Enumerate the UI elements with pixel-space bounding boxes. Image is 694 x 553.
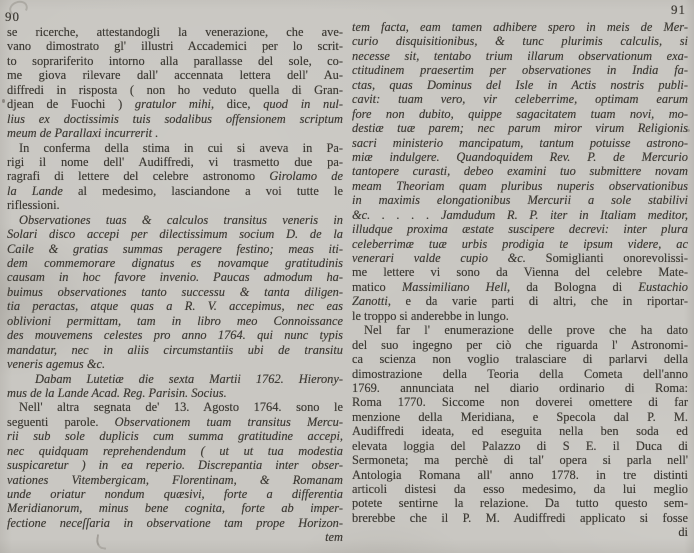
text-line bbox=[352, 338, 688, 352]
text-line bbox=[352, 453, 688, 467]
text-line bbox=[7, 372, 343, 386]
italic-text-segment: gratulor mihi bbox=[134, 97, 211, 112]
text-segment: Sermoneta; ma perchè di tal' opera si parla nell' bbox=[352, 453, 688, 468]
text-segment: potete sentirne la relazione. Da tutto questo sem- bbox=[352, 496, 688, 511]
text-line bbox=[352, 179, 688, 193]
text-line bbox=[352, 150, 688, 164]
italic-text-segment: necesse sit, tentabo trium illarum observationum exa- bbox=[352, 48, 688, 63]
italic-text-segment: unde oriatur nondum quæsivi, forte a differentia bbox=[7, 487, 343, 501]
text-line bbox=[7, 141, 343, 155]
italic-text-segment: meam Theoriam quam pluribus nuperis observationibus bbox=[352, 178, 688, 193]
text-segment: menzione della Meridiana, e Specola dal P. M. bbox=[352, 409, 688, 424]
italic-text-segment: quod in nul- bbox=[263, 97, 343, 112]
text-segment: ragrafi di lettere del celebre astronomo bbox=[7, 169, 270, 184]
italic-text-segment: tem facta, eam tamen adhibere spero in meis de Mer- bbox=[352, 20, 688, 34]
italic-text-segment: dem commemorare dignatus es novamque gratitudinis bbox=[7, 256, 343, 270]
text-line bbox=[352, 367, 688, 381]
text-segment: Audiffredi ideata, ed eseguita nella ben soda ed bbox=[352, 424, 688, 439]
text-segment: In conferma della stima in cui si aveva in Pa- bbox=[19, 140, 343, 155]
text-line bbox=[7, 444, 343, 458]
text-line bbox=[7, 213, 343, 227]
text-segment: ca scienza non voglio tralasciare di parlarvi della bbox=[352, 352, 688, 367]
text-line bbox=[7, 83, 343, 97]
text-line bbox=[352, 496, 688, 510]
italic-text-segment: tem bbox=[325, 530, 343, 545]
text-line bbox=[7, 242, 343, 256]
page-91-text-column bbox=[352, 20, 688, 540]
text-line bbox=[7, 314, 343, 328]
italic-text-segment: Eustachio bbox=[638, 279, 688, 294]
text-line bbox=[352, 237, 688, 251]
text-line bbox=[7, 155, 343, 169]
text-line bbox=[7, 458, 343, 472]
italic-text-segment: ctas, quas Dominus del Isle in Actis nostris publi- bbox=[352, 77, 688, 92]
text-line bbox=[7, 328, 343, 342]
text-line bbox=[352, 107, 688, 121]
text-line bbox=[7, 415, 343, 429]
italic-text-segment: in maximis elongationibus Mercurii a sole stabilivi bbox=[352, 193, 688, 208]
text-segment: to soprariferito intorno alla parallasse del sole, co- bbox=[7, 53, 343, 68]
text-line bbox=[352, 439, 688, 453]
text-line bbox=[352, 208, 688, 222]
text-line bbox=[7, 299, 343, 313]
page-number-90: 90 bbox=[5, 9, 20, 24]
text-line bbox=[7, 270, 343, 284]
text-segment: Nell' altra segnata de' 13. Agosto 1764. sono le bbox=[19, 400, 343, 415]
text-segment: al medesimo, lasciandone a voi tutte le bbox=[62, 183, 343, 198]
italic-text-segment: miæ indulgere. Quandoquidem Rev. P. de Mercurio bbox=[352, 149, 688, 164]
italic-text-segment: Solari disco accepi per dilectissimum socium D. de la bbox=[7, 227, 343, 242]
page-number-91: 91 bbox=[671, 2, 686, 17]
text-line bbox=[352, 92, 688, 106]
italic-text-segment: rii sub sole duplicis cum summa gratitudine accepi, bbox=[7, 429, 343, 444]
italic-text-segment: fectione neceſſaria in observatione tam prope Horizon- bbox=[7, 515, 343, 530]
text-line bbox=[352, 222, 688, 236]
text-line bbox=[352, 323, 688, 337]
italic-text-segment: cavit: tuam vero, vir celeberrime, optimam earum bbox=[352, 92, 688, 107]
italic-text-segment: ctitudinem praesertim per observationes in India fa- bbox=[352, 63, 688, 78]
catchword bbox=[7, 530, 343, 544]
text-line bbox=[352, 309, 688, 323]
text-line bbox=[7, 487, 343, 501]
italic-text-segment: tantopere curasti, debeo examini tuo submittere novam bbox=[352, 164, 688, 179]
text-segment: Somiglianti onorevolissi- bbox=[525, 251, 688, 265]
text-line bbox=[352, 251, 688, 265]
text-segment: articoli distesi da esso medesimo, da lui meglio bbox=[352, 482, 688, 496]
italic-text-segment: des mouvemens celestes pro anno 1764. qui nunc typis bbox=[7, 328, 343, 343]
italic-text-segment: venerari valde cupio &c. bbox=[352, 251, 526, 265]
text-line bbox=[352, 410, 688, 424]
text-line bbox=[7, 54, 343, 68]
text-segment: del suo ingegno per ciò che riguarda l' Astronomi- bbox=[352, 337, 688, 352]
italic-text-segment: causam in hoc favore invenio. Paucas admodum ha- bbox=[7, 270, 343, 285]
italic-text-segment: vationes Vitembergicam, Florentinam, & Romanam bbox=[7, 472, 343, 487]
text-line bbox=[7, 501, 343, 515]
text-line bbox=[352, 395, 688, 409]
text-segment: dimostrazione della Teoria della Cometa dell'anno bbox=[352, 366, 688, 381]
catchword bbox=[352, 525, 688, 539]
text-segment: Roma 1770. Siccome non doverei omettere di far bbox=[352, 395, 688, 410]
text-segment: seguenti parole. bbox=[7, 414, 115, 429]
text-segment: 1769. annunciata nel diario ordinario di Roma: bbox=[352, 380, 688, 395]
text-line bbox=[352, 280, 688, 294]
text-segment: Antologia Romana all' anno 1778. in tre distinti bbox=[352, 467, 688, 482]
text-line bbox=[7, 68, 343, 82]
text-line bbox=[7, 112, 343, 126]
text-segment: me lettere vi sono da Vienna del celebre Mate- bbox=[352, 265, 688, 280]
text-line bbox=[7, 198, 343, 212]
text-line bbox=[7, 126, 343, 140]
text-segment: le troppo si anderebbe in lungo. bbox=[352, 308, 509, 323]
italic-text-segment: fore non dubito, quippe sagacitatem tuam novi, mo- bbox=[352, 106, 688, 121]
text-line bbox=[7, 343, 343, 357]
text-line bbox=[352, 63, 688, 77]
italic-text-segment: illudque proxima æstate suscipere decrevi: inter plura bbox=[352, 222, 688, 237]
text-line bbox=[352, 78, 688, 92]
text-line bbox=[7, 386, 343, 400]
text-line bbox=[7, 400, 343, 414]
italic-text-segment: curio disquisitionibus, & tunc plurimis calculis, si bbox=[352, 34, 688, 49]
text-line bbox=[7, 25, 343, 39]
text-line bbox=[352, 34, 688, 48]
text-line bbox=[352, 482, 688, 496]
italic-text-segment: veneris agemus &c. bbox=[7, 357, 106, 372]
italic-text-segment: buimus observationes tanto successu & tanta diligen- bbox=[7, 284, 343, 299]
text-line bbox=[7, 39, 343, 53]
text-segment: brerebbe che il P. M. Audiffredi applicato si fosse bbox=[352, 510, 688, 525]
text-line bbox=[352, 20, 688, 34]
italic-text-segment: Massimiliano Hell bbox=[401, 279, 508, 294]
text-line bbox=[352, 121, 688, 135]
text-line bbox=[7, 429, 343, 443]
italic-text-segment: Caile & gratias summas peragere festino; meas iti- bbox=[7, 241, 343, 256]
text-line bbox=[352, 164, 688, 178]
italic-text-segment: celeberrimæ tuæ urbis prodigia te ipsum videre, ac bbox=[352, 236, 688, 251]
text-segment: me giova rilevare dall' accennata lettera dell' Au- bbox=[7, 68, 343, 83]
italic-text-segment: destiæ tuæ parem; nec parum miror virum Religionis bbox=[352, 121, 688, 136]
text-line bbox=[352, 511, 688, 525]
italic-text-segment: tia peractas, atque quas a R. V. accepimus, nec eas bbox=[7, 299, 343, 314]
text-segment: matico bbox=[352, 279, 402, 294]
text-line bbox=[7, 473, 343, 487]
italic-text-segment: Observationes tuas & calculos transitus veneris in bbox=[19, 212, 343, 227]
text-line bbox=[352, 49, 688, 63]
italic-text-segment: oblivioni permittam, tam in libro meo Connoissance bbox=[7, 313, 343, 328]
text-line bbox=[7, 256, 343, 270]
italic-text-segment: Dabam Lutetiæ die sexta Martii 1762. Hierony- bbox=[35, 371, 343, 386]
italic-text-segment: meum de Parallaxi incurrerit . bbox=[7, 126, 159, 141]
ink-speck bbox=[2, 99, 5, 103]
italic-text-segment: nec quidquam reprehendendum ( ut ut tua modestia bbox=[7, 443, 343, 458]
italic-text-segment: la Lande bbox=[7, 183, 63, 198]
italic-text-segment: sacri ministerio mancipatum, tantum potuisse astrono- bbox=[352, 135, 688, 150]
text-line bbox=[7, 357, 343, 371]
text-line bbox=[7, 184, 343, 198]
text-segment: di bbox=[678, 525, 688, 540]
text-line bbox=[7, 97, 343, 111]
italic-text-segment: mus de la Lande Acad. Reg. Parisin. Socius. bbox=[7, 385, 227, 400]
text-segment: rigi il nome dell' Audiffredi, vi trasmetto due pa- bbox=[7, 154, 343, 169]
text-line bbox=[352, 424, 688, 438]
italic-text-segment: mandatur, nec in aliis circumstantiis ubi de transitu bbox=[7, 342, 343, 357]
text-segment: riflessioni. bbox=[7, 198, 60, 213]
page-90-text-column bbox=[7, 25, 343, 545]
text-line bbox=[352, 381, 688, 395]
text-line bbox=[7, 516, 343, 530]
text-line bbox=[352, 193, 688, 207]
text-segment: elevata loggia del Palazzo di S E. il Duca di bbox=[352, 438, 688, 453]
text-segment: Nel far l' enumerazione delle prove che ha dato bbox=[364, 323, 688, 338]
italic-text-segment: Girolamo de bbox=[269, 169, 343, 184]
text-line bbox=[7, 227, 343, 241]
text-segment: vano dimostrato gl' illustri Accademici per lo scrit- bbox=[7, 39, 343, 54]
italic-text-segment: &c. . . . . Jamdudum R. P. iter in Italiam meditor, bbox=[352, 207, 688, 222]
text-segment: , da Bologna di bbox=[507, 279, 639, 294]
text-line bbox=[352, 468, 688, 482]
text-line bbox=[7, 285, 343, 299]
italic-text-segment: Observationem tuam transitus Mercu- bbox=[114, 414, 343, 429]
text-segment: , e da varie parti di altri, che in riportar- bbox=[387, 294, 688, 309]
text-line bbox=[352, 352, 688, 366]
italic-text-segment: Meridianorum, minus bene cognita, forte ab imper- bbox=[7, 501, 343, 516]
text-segment: se ricerche, attestandogli la venerazione, che ave- bbox=[7, 25, 343, 39]
text-segment: , dice, bbox=[210, 97, 264, 112]
text-segment: diffredi in risposta ( non ho veduto quella di Gran- bbox=[7, 82, 343, 97]
text-line bbox=[352, 265, 688, 279]
italic-text-segment: Zanotti bbox=[352, 294, 388, 309]
italic-text-segment: suspicaretur ) in ea reperio. Discrepantia inter obser- bbox=[7, 458, 343, 473]
italic-text-segment: lius ex doctissimis tuis sodalibus offensionem scriptum bbox=[7, 111, 343, 126]
text-line bbox=[352, 136, 688, 150]
text-line bbox=[352, 294, 688, 308]
text-segment: djean de Fuochi ) bbox=[7, 97, 135, 112]
text-line bbox=[7, 169, 343, 183]
